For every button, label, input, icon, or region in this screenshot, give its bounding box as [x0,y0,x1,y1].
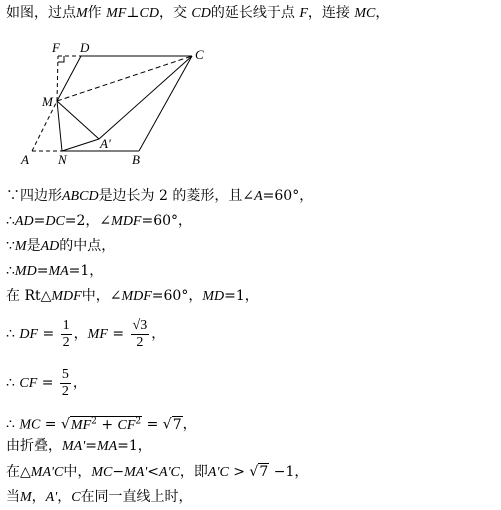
geometry-figure [14,36,244,176]
text: 是 [26,238,41,254]
segment: MC [19,417,41,433]
rhombus-abcd: ABCD [62,189,99,204]
triangle: MDF [51,289,82,304]
segment: MD [14,264,37,279]
segment: MA [96,439,118,454]
label-n: N [58,152,67,167]
text: =60°， [151,288,203,304]
line-3 [6,237,115,256]
point-m: M [76,6,88,21]
intro-text: ，交 [158,5,187,21]
intro-text: ，连接 [307,5,350,21]
point: A' [45,490,58,505]
radical-3 [258,463,269,481]
segment-mn [57,101,62,151]
angle: MDF [121,289,152,304]
segment-cd: CD [139,6,159,21]
point: M [20,490,32,505]
line-10 [6,463,308,482]
radical-1 [70,412,142,435]
point: C [71,490,81,505]
label-a: A [21,152,29,167]
point: M [14,239,27,254]
text: ， [72,375,87,391]
segment: AD [40,239,60,254]
segment: MA' [62,439,86,454]
label-m: M [42,94,53,109]
line-9 [6,437,152,456]
segment: A'C [159,465,180,480]
numerator: 5 [61,366,69,382]
segment: A'C [207,465,229,480]
text: = √ [142,416,172,433]
label-a-prime: A′ [100,136,111,151]
text: ∴ [6,213,15,229]
text: ∵ [6,238,15,254]
text: ，即 [179,464,208,480]
text: − [112,464,125,480]
segment-a-prime-c [99,56,192,139]
segment-mf: MF [106,6,127,21]
line-4 [6,262,103,281]
segment: MA [48,264,69,279]
text: =1， [224,288,259,304]
intro-text: ， [375,5,390,21]
segment: DC [45,214,65,229]
segment-ma-prime [57,101,99,139]
line-5 [6,287,259,306]
segment: MC [91,465,113,480]
numerator: √3 [132,317,148,333]
segment-cd: CD [191,6,211,21]
denominator: 2 [136,334,144,350]
segment: MA' [124,465,148,480]
segment-mf-dashed [57,56,58,101]
exponent: 2 [135,416,142,426]
side-md [57,56,81,101]
text: =60°， [141,213,193,229]
intro-text: 如图，过点 [6,5,76,21]
text: 由折叠， [6,438,62,454]
text: =2，∠ [64,213,112,229]
text: ∴ [6,263,15,279]
segment: MD [202,289,225,304]
line-11 [6,488,193,507]
text: = [37,375,58,391]
segment: CF [117,417,136,433]
text: =1， [117,438,152,454]
text: 中， [63,464,92,480]
segment: DF [19,327,39,342]
text: ， [57,489,72,505]
line-7 [6,365,87,402]
exponent: 2 [91,416,97,426]
segment: MF [87,327,108,342]
text: ∴ [6,375,20,391]
right-angle-mark [58,56,64,62]
angle: MDF [111,214,142,229]
text: = [36,263,49,279]
text: =60°， [262,188,314,204]
radical-2 [172,416,183,434]
intro-line [6,4,389,23]
text: 在 Rt△ [6,288,52,304]
text: > √ [228,464,259,480]
triangle: MA'C [30,465,64,480]
text: < [147,464,160,480]
numerator: 1 [62,317,70,333]
side-cb [139,56,192,151]
line-1 [6,187,313,206]
text: ， [151,326,166,342]
segment-na-prime [62,139,99,151]
text: = [33,213,46,229]
text: ∴ [6,416,20,433]
segment: AD [14,214,34,229]
fraction-cf [60,367,71,400]
line-2 [6,212,192,231]
text: + [96,416,118,433]
text: 在△ [6,464,31,480]
point-f: F [299,6,308,21]
text: 的中点， [59,238,116,254]
denominator: 2 [62,334,70,350]
label-f: F [52,40,60,55]
text: =1， [68,263,104,279]
segment: MF [70,417,92,433]
intro-text: 作 [87,5,102,21]
text: ， [182,416,197,433]
text: 中，∠ [81,288,122,304]
text: = [85,438,97,454]
radicand: 7 [172,416,182,433]
text: ∴ [6,326,20,342]
text: = √ [40,416,70,433]
denominator: 2 [61,383,69,399]
intro-text: 的延长线于点 [210,5,295,21]
label-b: B [132,152,140,167]
line-8 [6,412,197,435]
perp-symbol: ⊥ [126,5,140,21]
text: = [38,326,59,342]
line-6 [6,316,165,353]
fraction-mf [131,318,150,351]
text: −1， [269,464,309,480]
radicand: 7 [259,464,269,480]
segment-mc: MC [354,6,376,21]
label-c: C [195,47,204,62]
segment: CF [19,376,38,391]
text: ， [73,326,88,342]
text: 在同一直线上时， [80,489,193,505]
label-d: D [80,40,90,55]
angle-a: A [254,189,263,204]
text: ， [31,489,46,505]
text: 当 [6,489,20,505]
text: 是边长为 2 的菱形，且∠ [98,188,255,204]
text: = [107,326,129,342]
fraction-df [61,318,72,351]
text: ∵四边形 [6,188,62,204]
